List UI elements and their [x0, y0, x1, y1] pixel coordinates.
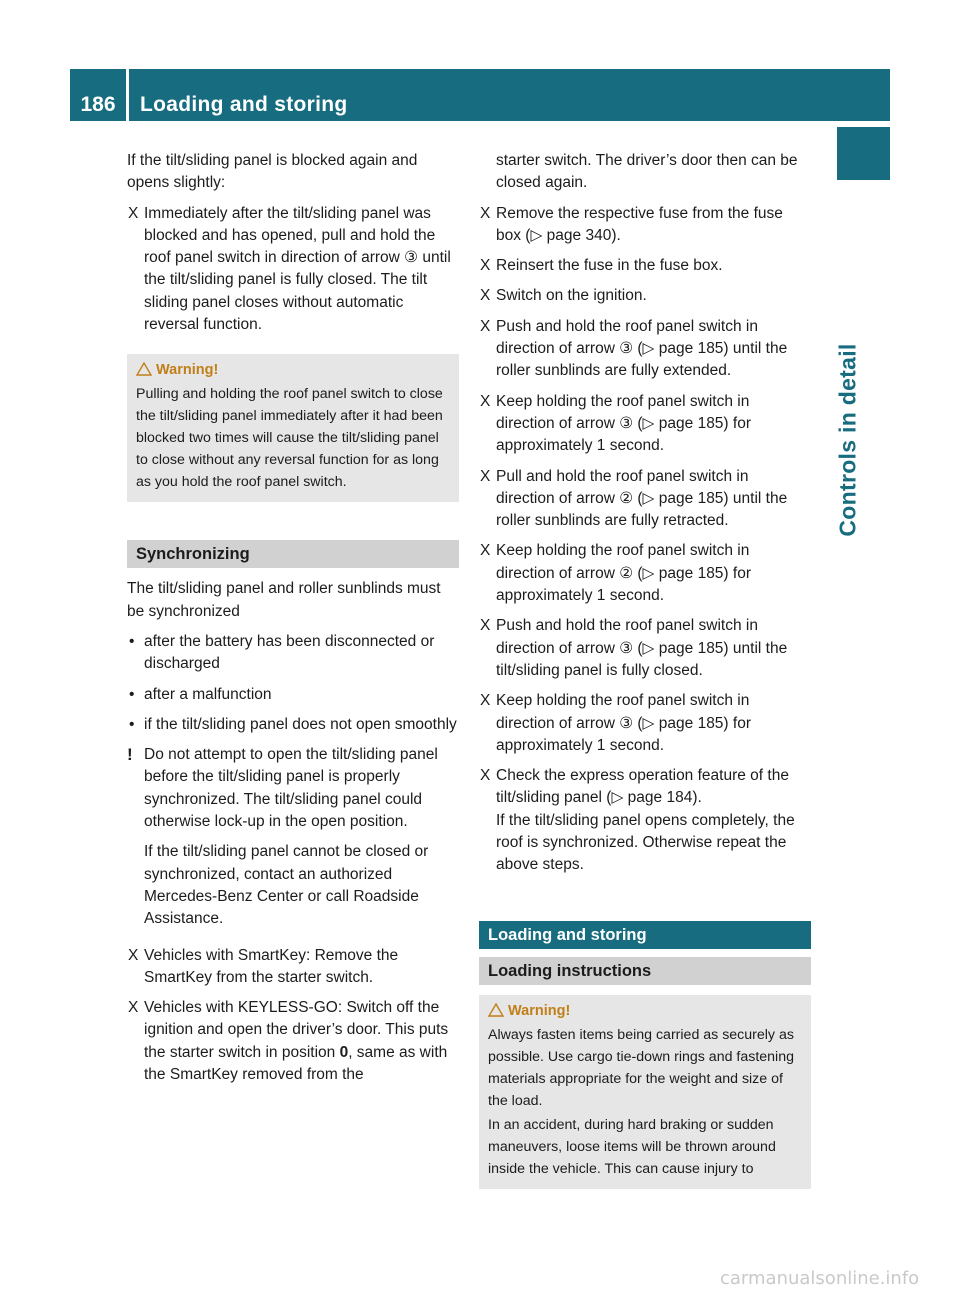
- continued-step: [479, 150, 811, 195]
- step-item: [479, 765, 811, 876]
- step-text: Push and hold the roof panel switch in direction of arrow ③ (▷ page 185) until the roller sunblinds are fully extended.: [496, 317, 788, 380]
- bullet-icon: •: [129, 632, 135, 650]
- step-text: Immediately after the tilt/sliding panel was blocked and has opened, pull and hold the roof panel switch in direction of arrow ③ until the tilt/sliding panel is fully closed. The tilt sliding panel closes without automatic reversal function.: [144, 204, 451, 334]
- step-text: Switch on the ignition.: [496, 287, 647, 305]
- step-item: [479, 285, 811, 307]
- step-marker-icon: X: [480, 692, 491, 710]
- bullet-item: [127, 714, 459, 736]
- bullet-text: if the tilt/sliding panel does not open smoothly: [144, 715, 457, 733]
- step-marker-icon: X: [128, 204, 139, 222]
- step-marker-icon: X: [480, 257, 491, 275]
- warning-text: Pulling and holding the roof panel switch to close the tilt/sliding panel immediately after it had been blocked two times will cause the tilt/sliding panel to close without any reversal function for as long as you hold the roof panel switch.: [136, 386, 443, 491]
- step-item: [479, 690, 811, 757]
- step-marker-icon: X: [480, 617, 491, 635]
- warning-title: [488, 1000, 805, 1022]
- step-item: [127, 203, 459, 337]
- right-column: [479, 150, 811, 1209]
- step-text: Check the express operation feature of the tilt/sliding panel (▷ page 184).: [496, 767, 789, 807]
- step-marker-icon: X: [128, 999, 139, 1017]
- warning-triangle-icon: [136, 362, 152, 376]
- loading-instructions-heading: Loading instructions: [479, 957, 811, 985]
- warning-title-text: Warning!: [508, 1002, 571, 1019]
- step-text: Keep holding the roof panel switch in direction of arrow ③ (▷ page 185) for approximately 1 second.: [496, 692, 751, 754]
- step-text: Keep holding the roof panel switch in direction of arrow ② (▷ page 185) for approximately 1 second.: [496, 542, 751, 605]
- step-marker-icon: X: [480, 392, 491, 410]
- step-item: [479, 316, 811, 383]
- sync-intro: The tilt/sliding panel and roller sunblinds must be synchronized: [127, 580, 441, 620]
- warning-title-text: Warning!: [156, 362, 219, 379]
- notice-block: [127, 744, 459, 930]
- step-result-text: If the tilt/sliding panel opens completely, the roof is synchronized. Otherwise repeat the above steps.: [496, 811, 795, 874]
- bullet-text: after the battery has been disconnected or discharged: [144, 632, 435, 673]
- warning-box: [479, 995, 811, 1189]
- section-title: Loading and storing: [140, 93, 348, 116]
- step-marker-icon: X: [480, 287, 491, 305]
- intro-text: If the tilt/sliding panel is blocked again and opens slightly:: [127, 152, 418, 192]
- warning-triangle-icon: [488, 1003, 504, 1017]
- page-number: 186: [80, 93, 116, 116]
- side-tab-label: Controls in detail: [834, 343, 861, 537]
- step-item: [479, 255, 811, 277]
- step-text: Keep holding the roof panel switch in direction of arrow ③ (▷ page 185) for approximately 1 second.: [496, 392, 751, 455]
- step-item: [127, 945, 459, 990]
- bullet-item: [127, 684, 459, 706]
- bullet-icon: •: [129, 685, 135, 703]
- step-marker-icon: X: [480, 204, 491, 222]
- notice-icon: !: [127, 745, 133, 765]
- watermark-logo: carmanualsonline.info: [720, 1268, 920, 1289]
- step-item: [479, 540, 811, 607]
- notice-text: Do not attempt to open the tilt/sliding panel before the tilt/sliding panel is properly synchronized. The tilt/sliding panel could otherwise lock-up in the open position.: [144, 746, 438, 831]
- step-marker-icon: X: [480, 317, 491, 335]
- step-marker-icon: X: [480, 542, 491, 560]
- step-text: Vehicles with SmartKey: Remove the SmartKey from the starter switch.: [144, 946, 399, 986]
- bullet-item: [127, 631, 459, 676]
- step-item: [479, 615, 811, 682]
- notice-text: If the tilt/sliding panel cannot be closed or synchronized, contact an authorized Mercedes-Benz Center or call Roadside Assistance.: [144, 843, 429, 928]
- step-text: Vehicles with KEYLESS-GO: Switch off the ignition and open the driver’s door. This puts the starter switch in position 0, same as with the SmartKey removed from the: [144, 999, 449, 1084]
- step-text: starter switch. The driver’s door then can be closed again.: [496, 152, 798, 192]
- step-item: [127, 997, 459, 1086]
- warning-box: [127, 354, 459, 502]
- step-item: [479, 466, 811, 533]
- step-text: Push and hold the roof panel switch in direction of arrow ③ (▷ page 185) until the tilt/sliding panel is fully closed.: [496, 617, 788, 679]
- step-marker-icon: X: [480, 467, 491, 485]
- bullet-text: after a malfunction: [144, 685, 272, 703]
- synchronizing-heading: Synchronizing: [127, 540, 459, 568]
- step-marker-icon: X: [128, 946, 139, 964]
- warning-text: In an accident, during hard braking or sudden maneuvers, loose items will be thrown around inside the vehicle. This can cause injury to: [488, 1116, 776, 1177]
- loading-storing-heading: Loading and storing: [479, 921, 811, 949]
- step-text: Remove the respective fuse from the fuse box (▷ page 340).: [496, 204, 783, 244]
- step-marker-icon: X: [480, 767, 491, 785]
- warning-text: Always fasten items being carried as securely as possible. Use cargo tie-down rings and fastening materials appropriate for the weight and size of the load.: [488, 1026, 794, 1109]
- step-item: [479, 391, 811, 458]
- step-text: Pull and hold the roof panel switch in direction of arrow ② (▷ page 185) until the roller sunblinds are fully retracted.: [496, 467, 788, 530]
- header-divider: [126, 69, 129, 121]
- step-item: [479, 203, 811, 248]
- side-tab-block: [837, 127, 890, 180]
- step-text: Reinsert the fuse in the fuse box.: [496, 257, 723, 275]
- warning-title: [136, 359, 453, 381]
- left-column: [127, 150, 459, 1094]
- bullet-icon: •: [129, 715, 135, 733]
